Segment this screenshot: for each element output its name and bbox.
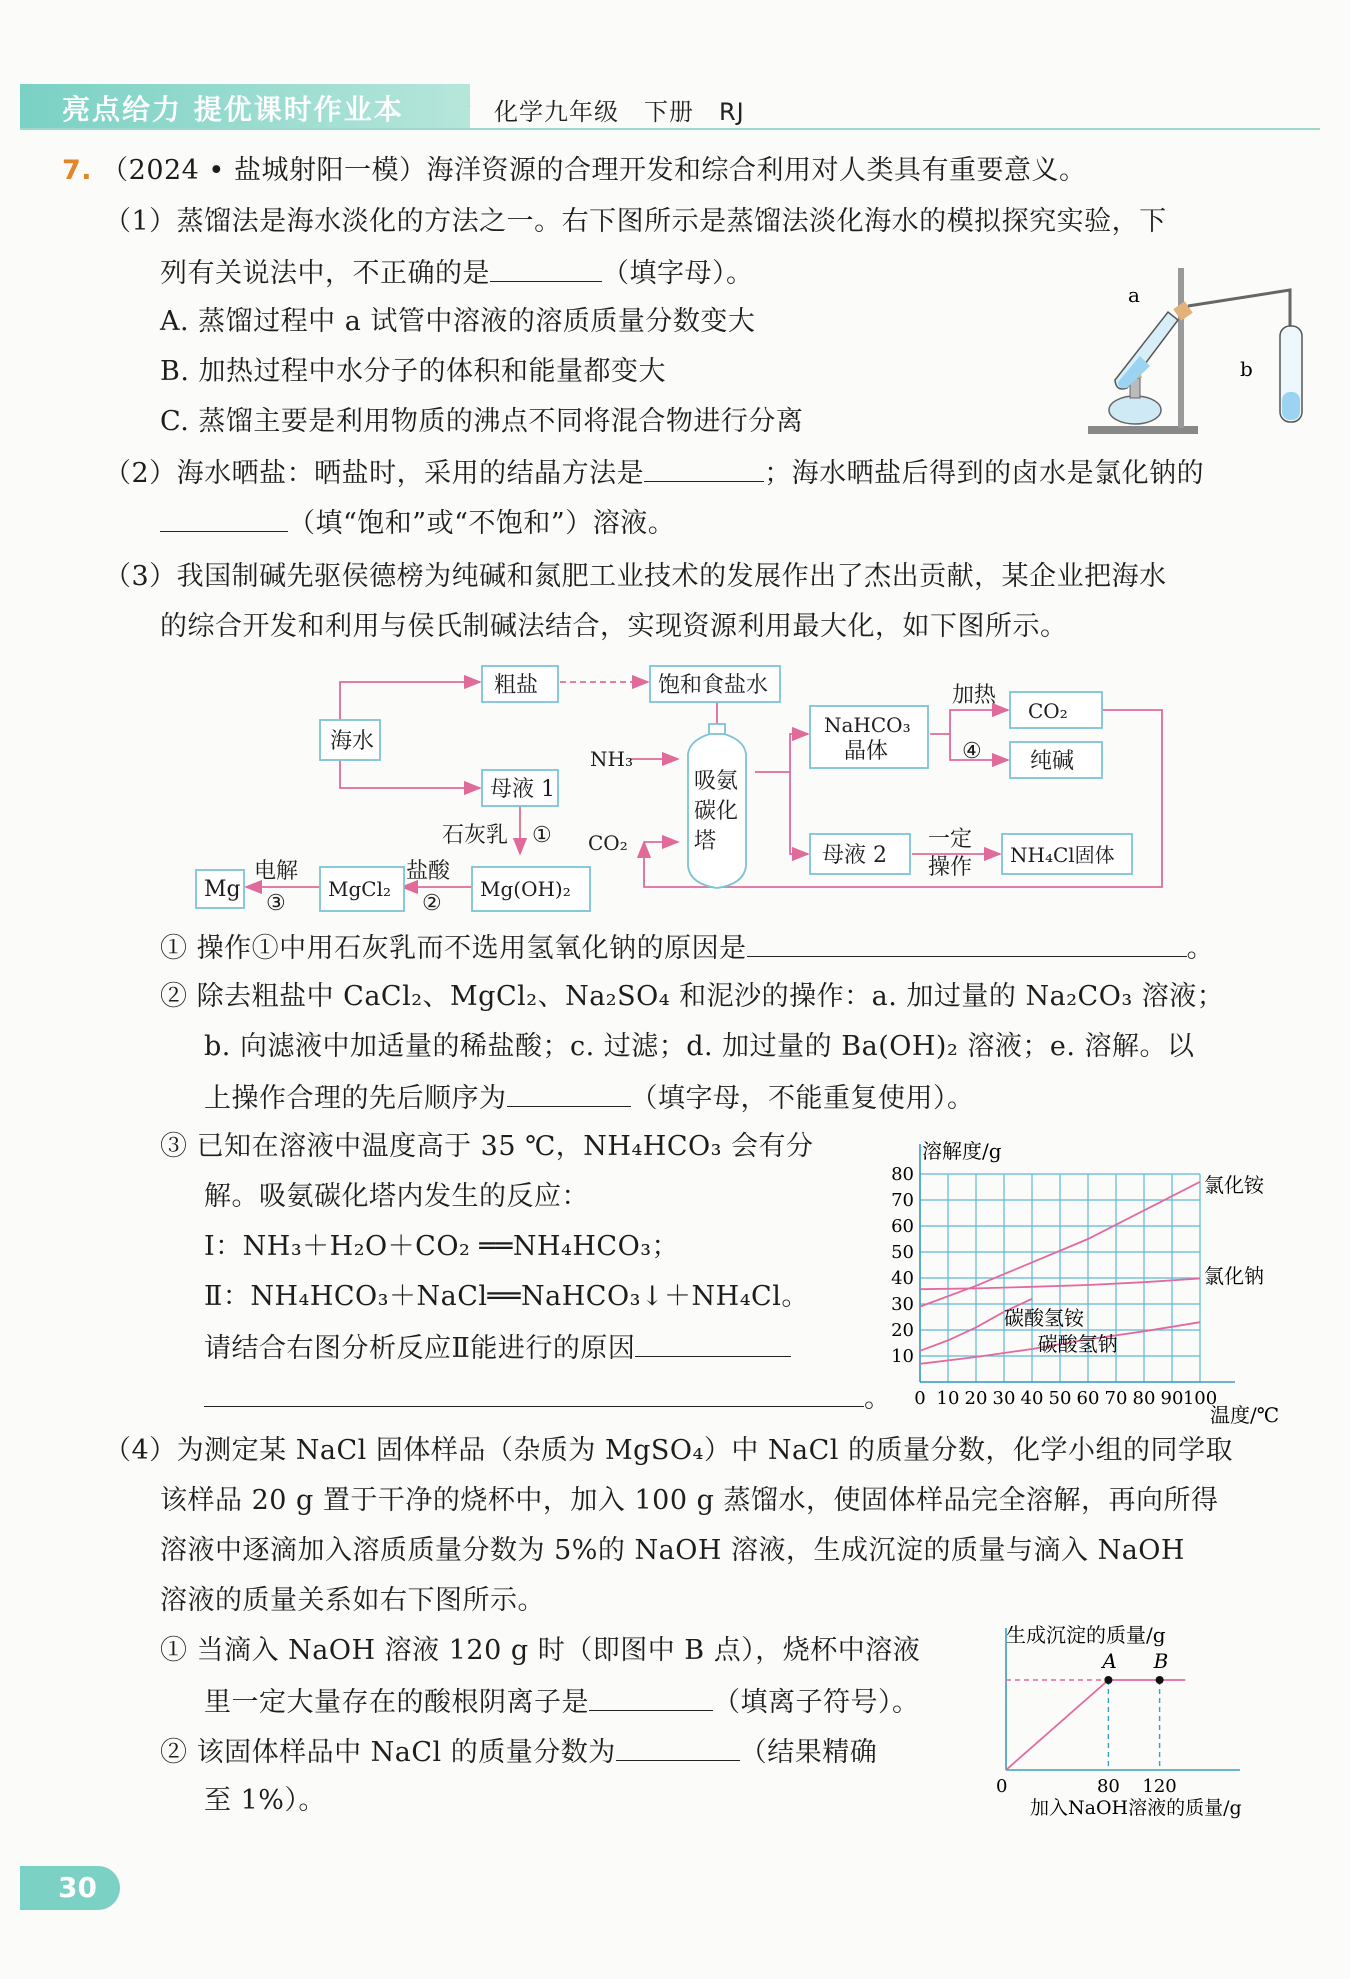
alcohol-lamp — [1109, 396, 1161, 424]
part3-q2-line3 — [204, 1080, 975, 1116]
book-subtitle: 化学九年级 下册 RJ — [494, 98, 745, 126]
answer-blank-4[interactable] — [747, 930, 1187, 957]
y-tick-label: 20 — [891, 1320, 914, 1341]
label-b: b — [1240, 357, 1253, 381]
y-tick-label: 50 — [891, 1242, 914, 1263]
label-heat: 加热 — [952, 683, 997, 708]
part4-line3: 溶液中逐滴加入溶质质量分数为 5%的 NaOH 溶液，生成沉淀的质量与滴入 NaOH — [160, 1535, 1185, 1566]
label-tower-1: 吸氨 — [694, 769, 739, 794]
x-tick-label: 10 — [936, 1388, 960, 1409]
part2-line1-text: （2）海水晒盐：晒盐时，采用的结晶方法是 — [104, 458, 645, 489]
part3-q3-line6 — [204, 1380, 892, 1416]
x-tick-label: 50 — [1048, 1388, 1072, 1409]
label-step4: ④ — [962, 739, 982, 764]
part4-q1-line2 — [204, 1684, 920, 1720]
label-tower-3: 塔 — [694, 829, 717, 854]
label-co2-in: CO₂ — [588, 831, 628, 855]
part1-line2-text: 列有关说法中，不正确的是 — [160, 258, 490, 289]
part4-line4: 溶液的质量关系如右下图所示。 — [160, 1585, 545, 1616]
page-number: 30 — [20, 1866, 120, 1910]
part3-line2: 的综合开发和利用与侯氏制碱法结合，实现资源利用最大化，如下图所示。 — [160, 611, 1068, 642]
solubility-chart — [880, 1130, 1300, 1430]
book-title: 亮点给力 提优课时作业本 — [62, 93, 404, 126]
part2-line2-text: （填“饱和”或“不饱和”）溶液。 — [288, 508, 676, 539]
part3-q3-line2: 解。吸氨碳化塔内发生的反应： — [204, 1181, 589, 1212]
series-name-label: 碳酸氢钠 — [1037, 1331, 1118, 1356]
label-crude-salt: 粗盐 — [494, 673, 539, 698]
point-marker — [1104, 1676, 1112, 1684]
label-step2: ② — [422, 891, 442, 916]
solubility-x-label: 温度/℃ — [1210, 1403, 1280, 1427]
part3-q1 — [160, 930, 1214, 966]
part1-line1: （1）蒸馏法是海水淡化的方法之一。右下图所示是蒸馏法淡化海水的模拟探究实验，下 — [104, 206, 1167, 237]
series-name-label: 碳酸氢铵 — [1004, 1305, 1084, 1330]
part3-q3-line5-text: 请结合右图分析反应Ⅱ能进行的原因 — [204, 1333, 636, 1364]
header-rule — [20, 128, 1320, 130]
x-tick-label: 80 — [1096, 1776, 1120, 1797]
x-tick-label: 0 — [914, 1388, 926, 1409]
label-nahco3: NaHCO₃ — [824, 713, 911, 737]
part4-q2-line1-text: ② 该固体样品中 NaCl 的质量分数为 — [160, 1737, 616, 1768]
label-mg: Mg — [204, 877, 241, 902]
x-tick-label: 120 — [1142, 1776, 1177, 1797]
part4-q1-line2-suffix: （填离子符号）。 — [713, 1687, 920, 1718]
label-mother2: 母液 2 — [822, 843, 887, 868]
delivery-tube — [1188, 290, 1290, 372]
label-mgoh2: Mg(OH)₂ — [480, 877, 571, 901]
header-chevron — [445, 84, 471, 128]
part3-q2-line3-text: 上操作合理的先后顺序为 — [204, 1083, 507, 1114]
answer-blank-6[interactable] — [635, 1330, 791, 1357]
answer-blank-8[interactable] — [589, 1684, 713, 1711]
y-tick-label: 60 — [891, 1216, 914, 1237]
part3-q3-line5 — [204, 1330, 791, 1366]
distilled-water — [1282, 392, 1300, 420]
point-label: B — [1153, 1649, 1169, 1673]
part1-line2-suffix: （填字母）。 — [602, 258, 754, 289]
series-name-label: 氯化铵 — [1204, 1173, 1264, 1198]
part4-q2-line2: 至 1%）。 — [204, 1785, 326, 1816]
part1-line2 — [160, 255, 754, 291]
label-soda: 纯碱 — [1030, 749, 1075, 774]
part3-q2-line2: b. 向滤液中加适量的稀盐酸；c. 过滤；d. 加过量的 Ba(OH)₂ 溶液；e. 溶解。以 — [204, 1031, 1195, 1062]
x-tick-label: 90 — [1160, 1388, 1184, 1409]
precipitate-line — [1006, 1680, 1185, 1770]
series-name-label: 氯化钠 — [1204, 1264, 1264, 1289]
part3-q3-line1: ③ 已知在溶液中温度高于 35 ℃，NH₄HCO₃ 会有分 — [160, 1131, 814, 1162]
part2-line1 — [104, 455, 1204, 491]
label-nh4cl: NH₄Cl固体 — [1010, 843, 1115, 867]
question-number: 7. — [62, 155, 93, 186]
y-tick-label: 40 — [891, 1268, 914, 1289]
precipitate-x-label: 加入NaOH溶液的质量/g — [1030, 1797, 1242, 1819]
label-step3: ③ — [266, 891, 286, 916]
point-marker — [1156, 1676, 1164, 1684]
x-tick-label: 60 — [1076, 1388, 1100, 1409]
y-tick-label: 70 — [891, 1190, 914, 1211]
part3-line1: （3）我国制碱先驱侯德榜为纯碱和氮肥工业技术的发展作出了杰出贡献，某企业把海水 — [104, 561, 1167, 592]
solubility-x-ticks — [914, 1388, 1217, 1409]
option-c: C. 蒸馏主要是利用物质的沸点不同将混合物进行分离 — [160, 406, 804, 437]
part3-q2-line1: ② 除去粗盐中 CaCl₂、MgCl₂、Na₂SO₄ 和泥沙的操作：a. 加过量的 Na₂CO₃ 溶液； — [160, 981, 1225, 1012]
label-co2-out: CO₂ — [1028, 699, 1068, 723]
label-step1: ① — [532, 823, 552, 848]
y-tick-label: 10 — [891, 1346, 914, 1367]
part4-line1: （4）为测定某 NaCl 固体样品（杂质为 MgSO₄）中 NaCl 的质量分数，化学小组的同学取 — [104, 1435, 1234, 1466]
label-mother1: 母液 1 — [490, 777, 555, 802]
x-tick-label: 80 — [1132, 1388, 1156, 1409]
y-tick-label: 80 — [891, 1164, 914, 1185]
solubility-y-ticks — [891, 1164, 914, 1367]
precipitate-chart — [990, 1620, 1310, 1820]
answer-blank-1[interactable] — [490, 255, 602, 282]
part4-q1-line2-text: 里一定大量存在的酸根阴离子是 — [204, 1687, 589, 1718]
part4-q2-line1-suffix: （结果精确 — [739, 1737, 878, 1768]
label-lime: 石灰乳 — [442, 823, 509, 848]
part4-line2: 该样品 20 g 置于干净的烧杯中，加入 100 g 蒸馏水，使固体样品完全溶解，再向所得 — [160, 1485, 1219, 1516]
x-tick-label: 30 — [992, 1388, 1016, 1409]
x-tick-label: 0 — [996, 1776, 1008, 1797]
answer-blank-7[interactable] — [204, 1380, 864, 1407]
process-flow-diagram — [190, 662, 1190, 922]
question-stem — [62, 154, 1086, 188]
answer-blank-5[interactable] — [507, 1080, 631, 1107]
x-tick-label: 40 — [1020, 1388, 1044, 1409]
x-tick-label: 20 — [964, 1388, 988, 1409]
label-mgcl2: MgCl₂ — [328, 877, 391, 901]
precipitate-plot — [996, 1628, 1240, 1797]
part4-q1-line1: ① 当滴入 NaOH 溶液 120 g 时（即图中 B 点），烧杯中溶液 — [160, 1635, 921, 1666]
precipitate-y-label: 生成沉淀的质量/g — [1006, 1623, 1166, 1647]
label-hcl: 盐酸 — [406, 859, 451, 884]
distillation-apparatus — [1080, 260, 1320, 440]
stand-rod — [1178, 268, 1184, 428]
question-stem-text: （2024 • 盐城射阳一模）海洋资源的合理开发和综合利用对人类具有重要意义。 — [101, 155, 1087, 186]
solubility-y-label: 溶解度/g — [922, 1139, 1002, 1163]
label-op-2: 操作 — [928, 855, 973, 880]
x-tick-label: 100 — [1182, 1388, 1218, 1409]
answer-blank-9[interactable] — [616, 1734, 740, 1761]
answer-blank-2[interactable] — [644, 455, 764, 482]
option-a: A. 蒸馏过程中 a 试管中溶液的溶质质量分数变大 — [160, 306, 756, 337]
label-elec: 电解 — [254, 859, 299, 884]
label-tower-2: 碳化 — [694, 799, 739, 824]
label-op-1: 一定 — [928, 827, 973, 852]
part3-q1-text: ① 操作①中用石灰乳而不选用氢氧化钠的原因是 — [160, 933, 747, 964]
part3-q2-line3-suffix: （填字母，不能重复使用）。 — [630, 1083, 975, 1114]
label-brine: 饱和食盐水 — [658, 673, 769, 698]
reaction-2: Ⅱ：NH₄HCO₃＋NaCl══NaHCO₃↓＋NH₄Cl。 — [204, 1281, 809, 1312]
label-a: a — [1128, 283, 1140, 307]
option-b: B. 加热过程中水分子的体积和能量都变大 — [160, 356, 667, 387]
part2-line1-suffix: ；海水晒盐后得到的卤水是氯化钠的 — [764, 458, 1205, 489]
part2-line2 — [160, 505, 675, 541]
x-tick-label: 70 — [1104, 1388, 1128, 1409]
y-tick-label: 30 — [891, 1294, 914, 1315]
part4-q2-line1 — [160, 1734, 877, 1770]
part3-q3-end: 。 — [864, 1383, 892, 1414]
label-crystal: 晶体 — [844, 739, 889, 764]
point-label: A — [1102, 1649, 1117, 1673]
part3-q1-end: 。 — [1186, 933, 1215, 964]
reaction-1: Ⅰ：NH₃＋H₂O＋CO₂ ══NH₄HCO₃； — [204, 1231, 680, 1262]
label-nh3: NH₃ — [590, 747, 633, 771]
label-seawater: 海水 — [330, 729, 375, 754]
answer-blank-3[interactable] — [160, 505, 288, 532]
